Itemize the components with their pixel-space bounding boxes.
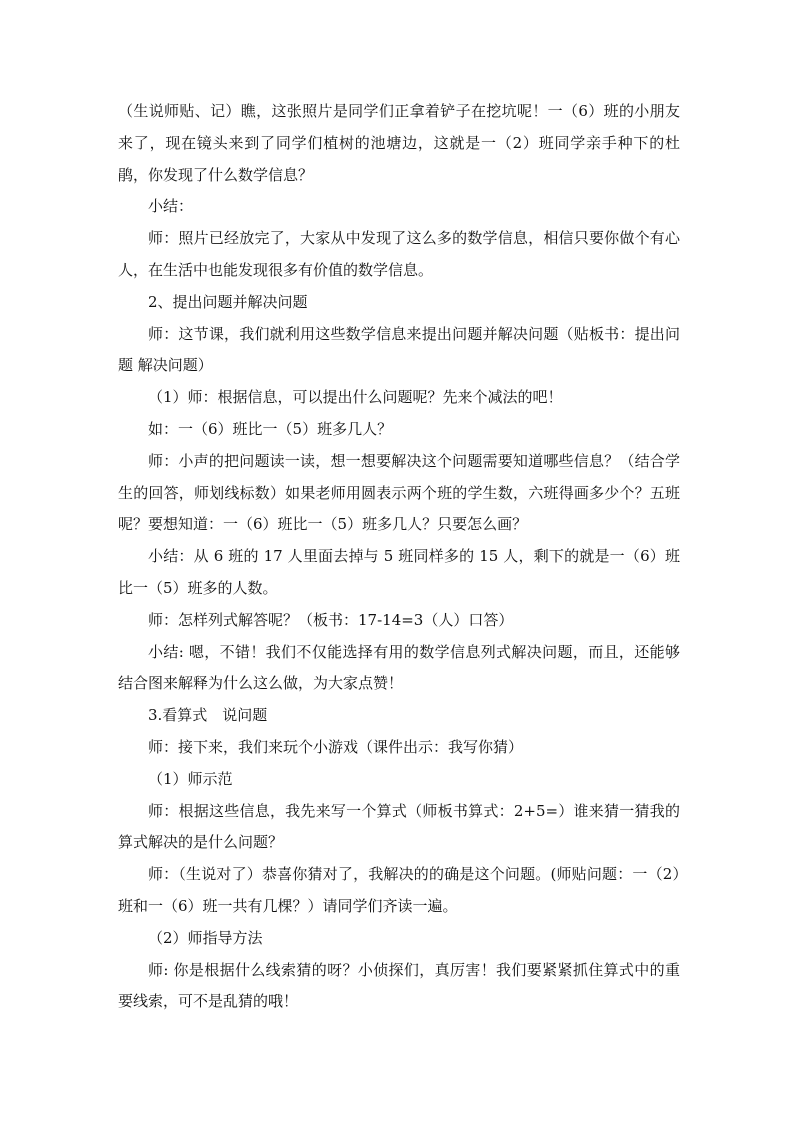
paragraph-clue-method: 师: 你是根据什么线索猜的呀？小侦探们，真厉害！我们要紧紧抓住算式中的重要线索，可不是乱猜的哦！ <box>118 960 680 1011</box>
paragraph-substep-2: （2）师指导方法 <box>148 928 263 947</box>
paragraph-game-intro: 师：接下来，我们来玩个小游戏（课件出示：我写你猜） <box>148 737 524 756</box>
paragraph-equation: 师：怎样列式解答呢？（板书：17-14=3（人）口答） <box>148 610 514 629</box>
paragraph-substep-1: （1）师示范 <box>148 769 233 788</box>
paragraph-teacher-summary: 师：照片已经放完了，大家从中发现了这么多的数学信息，相信只要你做个有心人，在生活中也能发现很多有价值的数学信息。 <box>118 229 680 279</box>
paragraph-teacher-writes: 师：根据这些信息，我先来写一个算式（师板书算式：2+5=）谁来猜一猜我的算式解决的是什么问题？ <box>118 801 680 852</box>
paragraph-step-1: （1）师：根据信息，可以提出什么问题呢？先来个减法的吧！ <box>148 388 563 407</box>
section-heading-3: 3.看算式 说问题 <box>148 706 268 725</box>
paragraph-summary-subtraction: 小结：从 6 班的 17 人里面去掉与 5 班同样多的 15 人，剩下的就是一（6）班比一（5）班多的人数。 <box>118 547 680 597</box>
paragraph-example-question: 如：一（6）班比一（5）班多几人？ <box>148 419 393 438</box>
paragraph-praise: 小结: 嗯，不错！我们不仅能选择有用的数学信息列式解决问题，而且，还能够结合图来解释为什么这么做，为大家点赞！ <box>118 642 680 693</box>
paragraph-lesson-intro: 师：这节课，我们就利用这些数学信息来提出问题并解决问题（贴板书：提出问题 解决问题） <box>118 324 680 375</box>
section-heading-2: 2、提出问题并解决问题 <box>148 292 308 311</box>
paragraph-read-question: 师：小声的把问题读一读，想一想要解决这个问题需要知道哪些信息？（结合学生的回答，师划线标数）如果老师用圆表示两个班的学生数，六班得画多少个？五班呢？要想知道：一（6）班比一（5）班多几人？只要怎么画？ <box>118 451 680 534</box>
paragraph-intro: （生说师贴、记）瞧，这张照片是同学们正拿着铲子在挖坑呢！一（6）班的小朋友来了，现在镜头来到了同学们植树的池塘边，这就是一（2）班同学亲手种下的杜鹃，你发现了什么数学信息？ <box>118 102 680 184</box>
paragraph-guess-correct: 师：（生说对了）恭喜你猜对了，我解决的的确是这个问题。(师贴问题：一（2）班和一（6）班一共有几棵？）请同学们齐读一遍。 <box>118 865 680 915</box>
paragraph-summary-label: 小结： <box>148 197 194 216</box>
document-body <box>118 96 680 1018</box>
